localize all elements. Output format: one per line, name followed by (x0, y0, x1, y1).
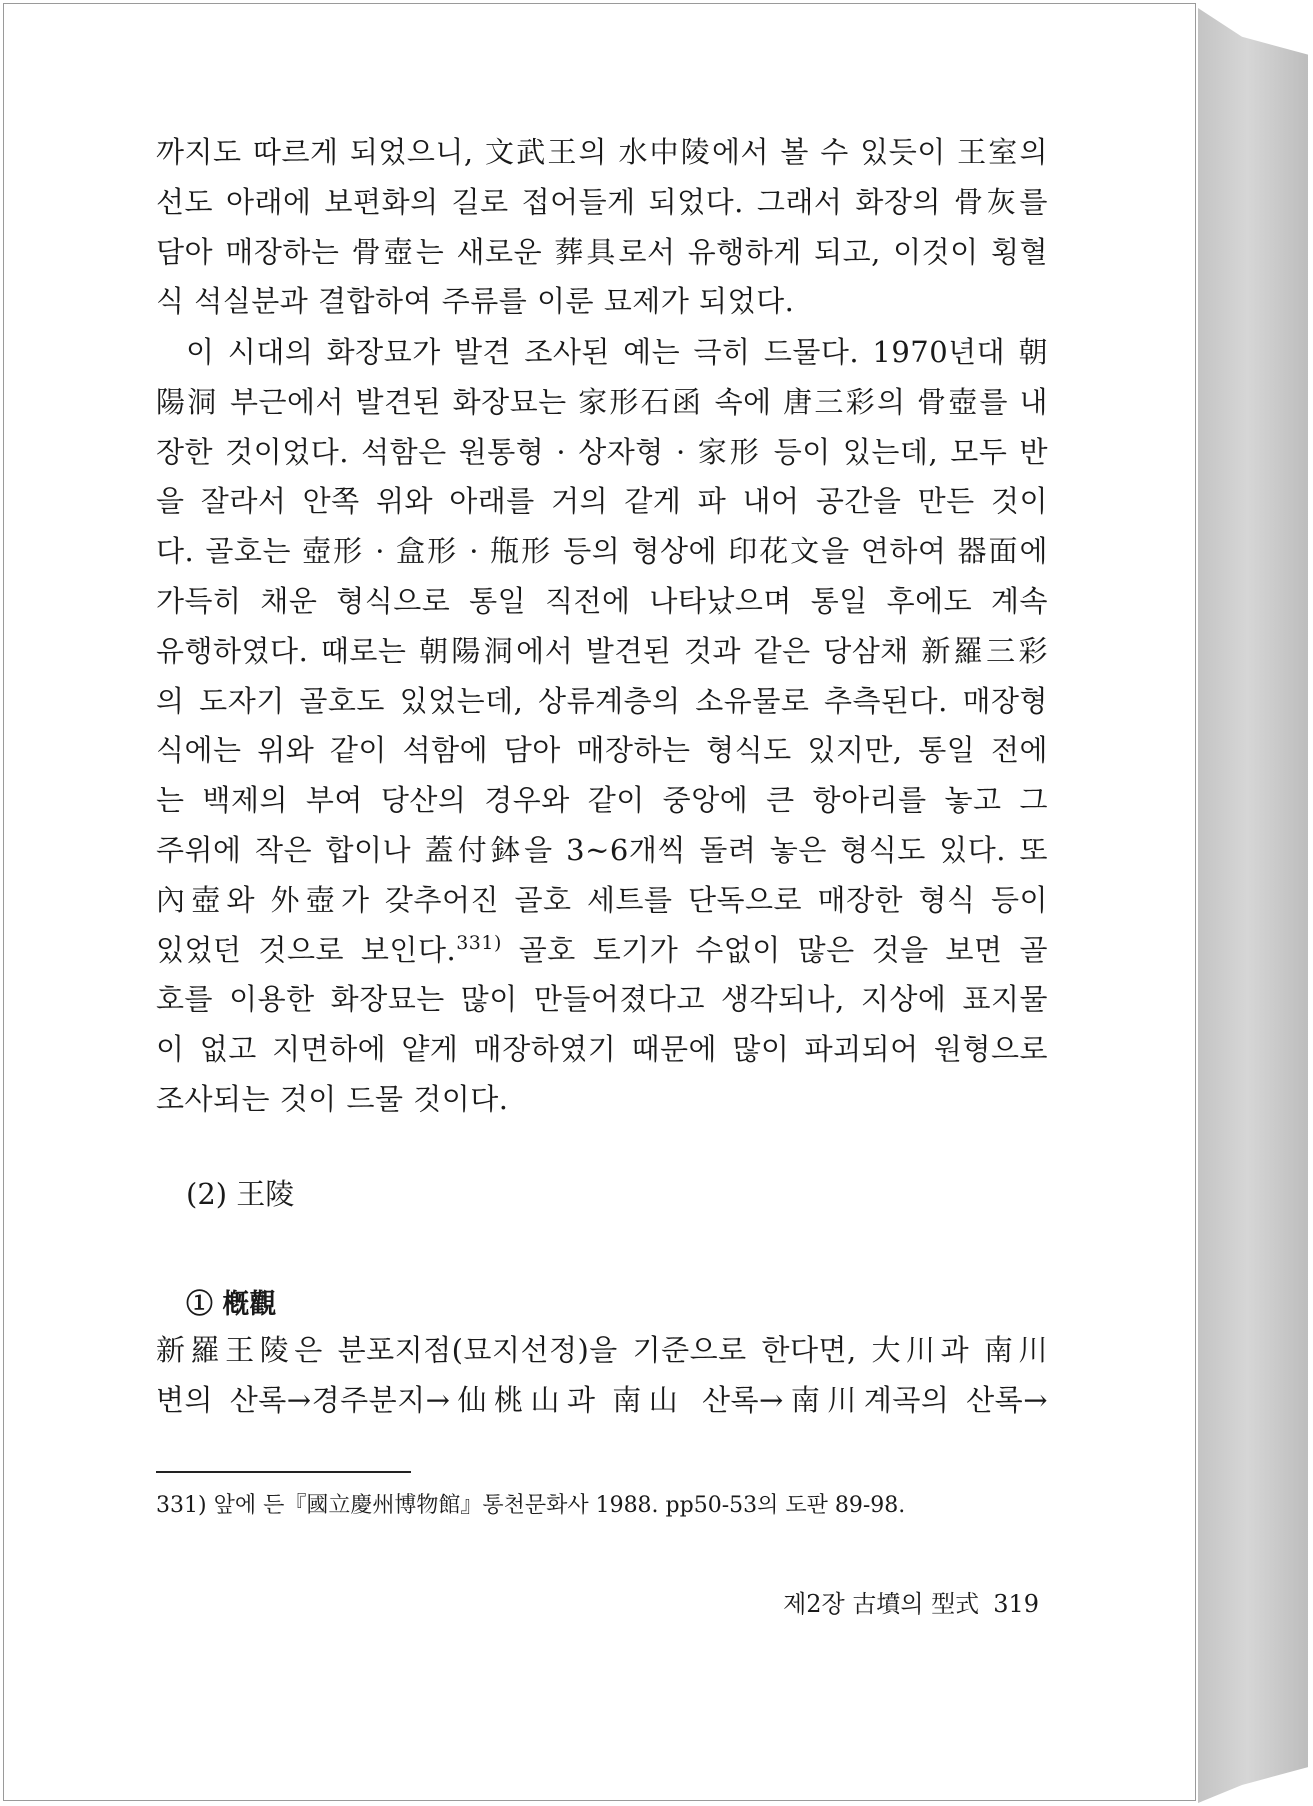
text-line: 담아 매장하는 骨壺는 새로운 葬具로서 유행하게 되고, 이것이 횡혈 (156, 234, 1048, 269)
running-footer (783, 1584, 1039, 1619)
text-line: 까지도 따르게 되었으니, 文武王의 水中陵에서 볼 수 있듯이 王室의 (156, 135, 1048, 169)
paragraph-royal-tombs (156, 1326, 1048, 1426)
text-line: 유행하였다. 때로는 朝陽洞에서 발견된 것과 같은 당삼채 新羅三彩 (156, 633, 1048, 668)
text-line: 가득히 채운 형식으로 통일 직전에 나타났으며 통일 후에도 계속 (156, 583, 1048, 618)
paragraph-cremation-spread (156, 128, 1048, 327)
text-line: 장한 것이었다. 석함은 원통형 · 상자형 · 家形 등이 있는데, 모두 반 (156, 434, 1048, 469)
footnote-331: 331) 앞에 든『國立慶州博物館』통천문화사 1988. pp50-53의 도판 89-98. (156, 1493, 906, 1518)
book-page (3, 3, 1196, 1801)
chapter-title: 제2장 古墳의 型式 (783, 1590, 980, 1618)
text-line: 식 석실분과 결합하여 주류를 이룬 묘제가 되었다. (156, 284, 795, 319)
text-line-with-footnote-ref (156, 926, 1048, 976)
text-line: 선도 아래에 보편화의 길로 접어들게 되었다. 그래서 화장의 骨灰를 (156, 184, 1048, 219)
paragraph-cremation-tombs (156, 328, 1048, 1125)
text-line: 변의 산록→경주분지→仙桃山과 南山 산록→南川계곡의 산록→ (156, 1382, 1048, 1417)
book-page-edge (1198, 8, 1308, 1803)
text-line: 陽洞 부근에서 발견된 화장묘는 家形石函 속에 唐三彩의 骨壺를 내 (156, 384, 1048, 419)
page-number: 319 (993, 1590, 1039, 1618)
text-segment: 골호 토기가 수없이 많은 것을 보면 골 (501, 932, 1048, 967)
text-line: 다. 골호는 壺形 · 盒形 · 甁形 등의 형상에 印花文을 연하여 器面에 (156, 534, 1048, 569)
text-line: 호를 이용한 화장묘는 많이 만들어졌다고 생각되나, 지상에 표지물 (156, 982, 1048, 1017)
section-heading: (2) 王陵 (186, 1177, 295, 1211)
text-line: 內壺와 外壺가 갖추어진 골호 세트를 단독으로 매장한 형식 등이 (156, 882, 1048, 917)
footnote-divider (156, 1471, 411, 1473)
text-line: 新羅王陵은 분포지점(묘지선정)을 기준으로 한다면, 大川과 南川 (156, 1333, 1048, 1367)
text-line: 조사되는 것이 드물 것이다. (156, 1081, 509, 1116)
text-line: 을 잘라서 안쪽 위와 아래를 거의 같게 파 내어 공간을 만든 것이 (156, 484, 1048, 519)
text-line: 주위에 작은 합이나 蓋付鉢을 3~6개씩 돌려 놓은 형식도 있다. 또 (156, 832, 1048, 867)
subsection-heading: ① 槪觀 (186, 1289, 277, 1320)
footnote-reference[interactable]: 331) (456, 931, 502, 954)
text-line: 는 백제의 부여 당산의 경우와 같이 중앙에 큰 항아리를 놓고 그 (156, 783, 1048, 818)
text-line: 이 없고 지면하에 얕게 매장하였기 때문에 많이 파괴되어 원형으로 (156, 1032, 1048, 1067)
text-line: 식에는 위와 같이 석함에 담아 매장하는 형식도 있지만, 통일 전에 (156, 733, 1048, 768)
text-line: 의 도자기 골호도 있었는데, 상류계층의 소유물로 추측된다. 매장형 (156, 683, 1048, 718)
text-line: 이 시대의 화장묘가 발견 조사된 예는 극히 드물다. 1970년대 朝 (186, 335, 1048, 369)
text-segment: 있었던 것으로 보인다. (156, 932, 457, 967)
